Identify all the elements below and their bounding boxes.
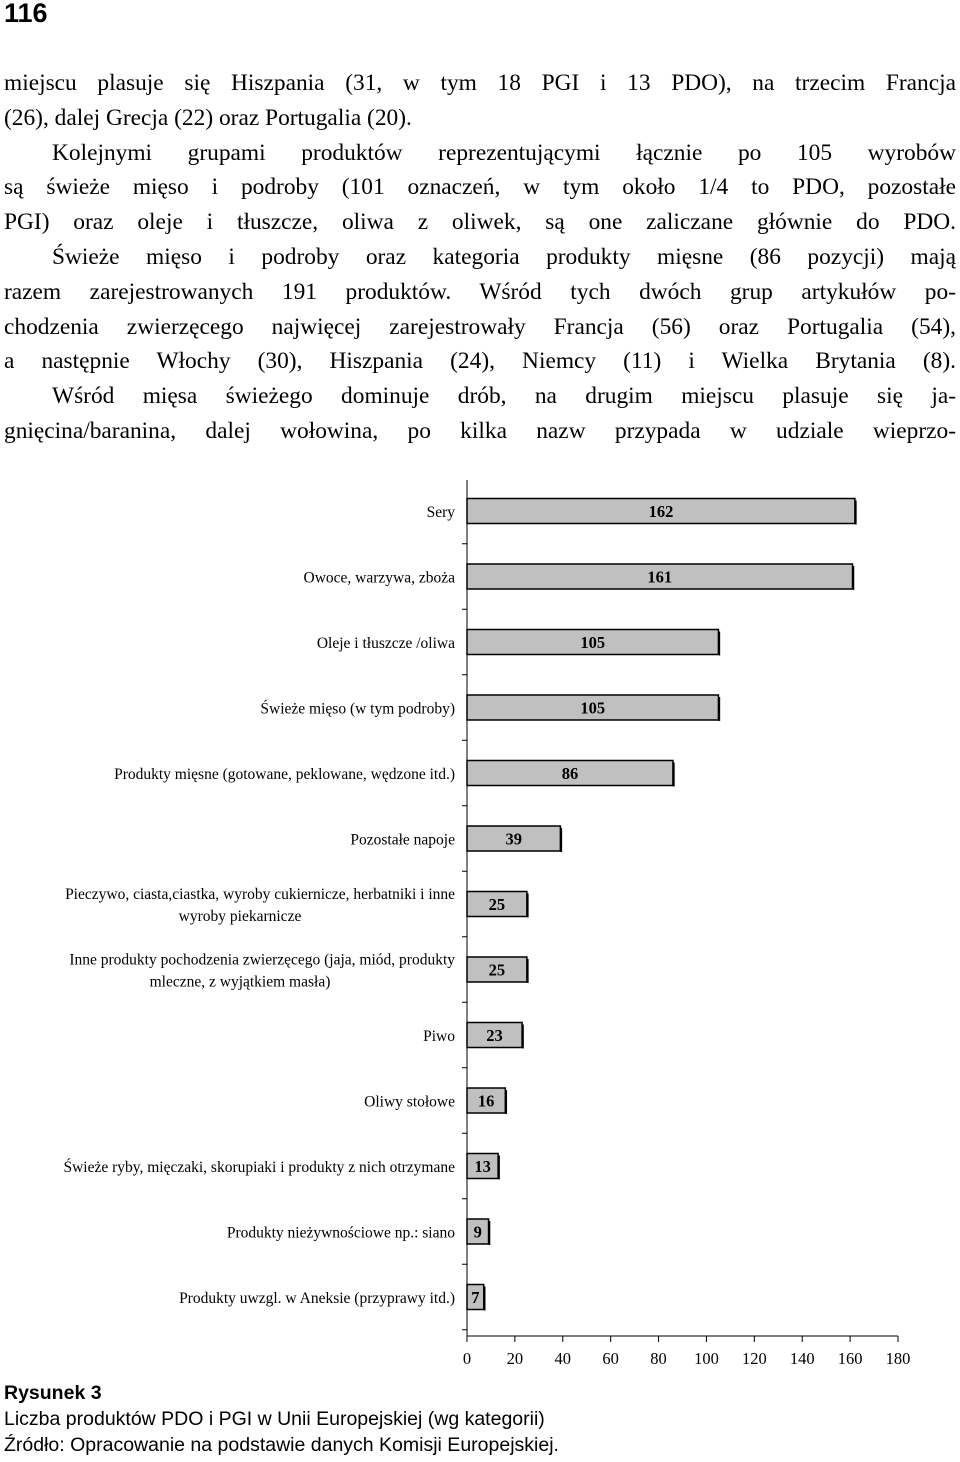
category-label: Owoce, warzywa, zboża [303,569,455,587]
data-label: 161 [647,567,673,587]
data-label: 105 [580,633,606,652]
x-tick-label: 80 [650,1349,667,1368]
text-line: Świeże mięso i podroby oraz kategoria produkty mięsne (86 pozycji) mają [52,243,956,270]
x-tick-label: 0 [462,1349,472,1368]
text-line: Wśród mięsa świeżego dominuje drób, na drugim miejscu plasuje się ja- [52,383,956,410]
data-label: 16 [477,1091,495,1111]
data-label: 25 [488,960,506,980]
text-line: a następnie Włochy (30), Hiszpania (24), Niemcy (11) i Wielka Brytania (8). [4,348,956,375]
figure-label: Rysunek 3 [4,1382,102,1404]
bar-chart-svg [0,480,960,1385]
figure-source: Źródło: Opracowanie na podstawie danych Komisji Europejskiej. [4,1434,559,1456]
page-number: 116 [4,0,48,28]
data-label: 13 [474,1157,491,1176]
category-label: Sery [426,504,455,521]
data-label: 86 [561,764,579,783]
data-label: 162 [648,502,674,521]
figure-title: Liczba produktów PDO i PGI w Unii Europejskiej (wg kategorii) [4,1408,545,1430]
category-label: mleczne, z wyjątkiem masła) [149,973,331,991]
text-line: gnięcina/baranina, dalej wołowina, po kilka nazw przypada w udziale wieprzo- [4,417,956,444]
category-label: Oliwy stołowe [364,1093,455,1111]
category-label: Produkty nieżywnościowe np.: siano [226,1224,455,1242]
data-label: 39 [505,829,522,849]
x-tick-label: 160 [837,1349,863,1368]
category-label: wyroby piekarnicze [178,908,302,925]
data-label: 25 [488,895,506,914]
x-tick-label: 180 [885,1349,911,1368]
data-label: 105 [580,698,606,718]
text-line: Kolejnymi grupami produktów reprezentującymi łącznie po 105 wyrobów [52,139,956,166]
category-label: Produkty mięsne (gotowane, peklowane, wędzone itd.) [114,766,455,783]
x-tick-label: 20 [506,1349,524,1368]
x-tick-label: 100 [694,1349,719,1368]
data-label: 7 [471,1288,480,1307]
category-label: Piwo [423,1028,455,1045]
text-line: (26), dalej Grecja (22) oraz Portugalia (20). [4,104,412,131]
text-line: PGI) oraz oleje i tłuszcze, oliwa z oliwek, są one zaliczane głównie do PDO. [4,209,956,236]
data-label: 23 [486,1026,503,1045]
text-line: miejscu plasuje się Hiszpania (31, w tym 18 PGI i 13 PDO), na trzecim Francja [4,70,956,96]
x-tick-label: 60 [602,1349,619,1368]
x-tick-label: 40 [554,1349,572,1368]
x-tick-label: 140 [789,1349,815,1368]
body-paragraph [4,66,956,449]
category-label: Inne produkty pochodzenia zwierzęcego (jaja, miód, produkty [69,951,455,969]
x-tick-label: 120 [741,1349,767,1368]
bar-chart [0,480,960,1385]
text-line: razem zarejestrowanych 191 produktów. Wśród tych dwóch grup artykułów po- [4,278,956,305]
category-label: Pieczywo, ciasta,ciastka, wyroby cukiernicze, herbatniki i inne [65,886,455,903]
category-label: Pozostałe napoje [350,831,455,849]
text-line: chodzenia zwierzęcego najwięcej zarejestrowały Francja (56) oraz Portugalia (54), [4,313,956,340]
text-line: są świeże mięso i podroby (101 oznaczeń, w tym około 1/4 to PDO, pozostałe [4,174,956,201]
category-label: Produkty uwzgl. w Aneksie (przyprawy itd.) [179,1290,455,1307]
category-label: Oleje i tłuszcze /oliwa [316,635,455,652]
data-label: 9 [473,1222,482,1242]
category-label: Świeże mięso (w tym podroby) [260,700,455,718]
category-label: Świeże ryby, mięczaki, skorupiaki i produkty z nich otrzymane [63,1159,455,1176]
figure-caption [4,1380,559,1458]
